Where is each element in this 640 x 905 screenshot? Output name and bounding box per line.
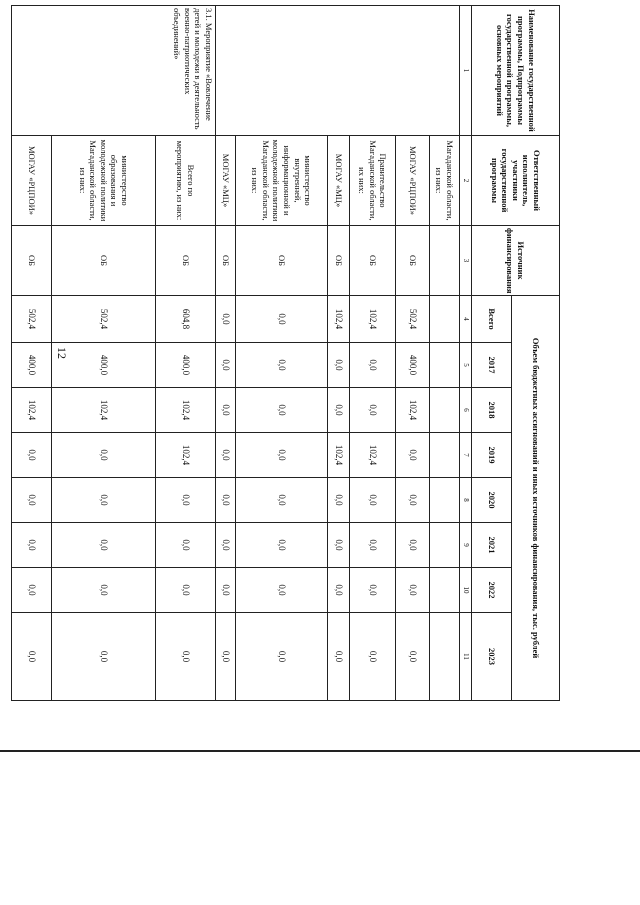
column-number: 7 [460, 433, 472, 478]
value-cell: 0,0 [350, 523, 396, 568]
value-cell: 0,0 [328, 388, 350, 433]
value-cell [430, 478, 460, 523]
financing-table [11, 5, 560, 701]
value-cell: 400,0 [396, 343, 430, 388]
value-cell: 0,0 [52, 523, 156, 568]
page-number: 12 [55, 347, 69, 359]
value-cell: 0,0 [236, 523, 328, 568]
value-cell: 400,0 [156, 343, 216, 388]
value-cell: 0,0 [236, 613, 328, 701]
value-cell: 102,4 [350, 433, 396, 478]
column-number: 4 [460, 296, 472, 343]
value-cell: 102,4 [52, 388, 156, 433]
header-total: Всего [472, 296, 512, 343]
executor-cell: МОГАУ «РЦПОИ» [396, 136, 430, 226]
executor-cell: МОГАУ «МЦ» [216, 136, 236, 226]
value-cell [430, 296, 460, 343]
value-cell: 0,0 [156, 523, 216, 568]
value-cell: 0,0 [12, 478, 52, 523]
column-number: 8 [460, 478, 472, 523]
value-cell [430, 388, 460, 433]
value-cell: 0,0 [328, 343, 350, 388]
executor-cell: министерство образования и молодежной политики Магаданской области, из них: [52, 136, 156, 226]
source-cell: ОБ [396, 226, 430, 296]
value-cell: 400,0 [12, 343, 52, 388]
value-cell: 0,0 [12, 613, 52, 701]
value-cell: 0,0 [328, 478, 350, 523]
value-cell: 0,0 [52, 568, 156, 613]
value-cell: 0,0 [216, 343, 236, 388]
column-number: 11 [460, 613, 472, 701]
value-cell: 0,0 [52, 613, 156, 701]
value-cell: 102,4 [350, 296, 396, 343]
column-number: 2 [460, 136, 472, 226]
value-cell: 0,0 [328, 568, 350, 613]
value-cell: 0,0 [396, 523, 430, 568]
value-cell: 102,4 [156, 433, 216, 478]
header-year: 2021 [472, 523, 512, 568]
value-cell: 0,0 [216, 568, 236, 613]
executor-cell: МОГАУ «РЦПОИ» [12, 136, 52, 226]
value-cell: 604,8 [156, 296, 216, 343]
value-cell: 0,0 [12, 433, 52, 478]
column-number: 9 [460, 523, 472, 568]
source-cell: ОБ [216, 226, 236, 296]
value-cell: 0,0 [396, 568, 430, 613]
program-cell [216, 6, 460, 136]
column-number: 10 [460, 568, 472, 613]
value-cell: 0,0 [156, 478, 216, 523]
header-source: Источник финансирования [472, 226, 560, 296]
value-cell: 0,0 [350, 478, 396, 523]
value-cell: 0,0 [216, 433, 236, 478]
value-cell: 0,0 [328, 613, 350, 701]
value-cell: 0,0 [156, 568, 216, 613]
value-cell: 0,0 [236, 343, 328, 388]
value-cell: 0,0 [350, 613, 396, 701]
source-cell: ОБ [12, 226, 52, 296]
header-year: 2020 [472, 478, 512, 523]
value-cell: 400,0 [52, 343, 156, 388]
value-cell [430, 613, 460, 701]
table-row [430, 6, 460, 701]
source-cell: ОБ [328, 226, 350, 296]
table-row [156, 6, 216, 701]
source-cell: ОБ [350, 226, 396, 296]
value-cell [430, 568, 460, 613]
source-cell: ОБ [156, 226, 216, 296]
value-cell: 502,4 [396, 296, 430, 343]
value-cell: 502,4 [12, 296, 52, 343]
source-cell: ОБ [52, 226, 156, 296]
value-cell: 0,0 [216, 478, 236, 523]
value-cell: 0,0 [328, 523, 350, 568]
value-cell: 102,4 [12, 388, 52, 433]
value-cell: 0,0 [52, 433, 156, 478]
header-year: 2018 [472, 388, 512, 433]
header-year: 2017 [472, 343, 512, 388]
executor-cell: Правительство Магаданской области, их них: [350, 136, 396, 226]
value-cell: 0,0 [52, 478, 156, 523]
value-cell: 0,0 [350, 343, 396, 388]
value-cell: 0,0 [236, 478, 328, 523]
header-year: 2023 [472, 613, 512, 701]
value-cell: 0,0 [396, 613, 430, 701]
executor-cell: министерство внутренней, информационной и молодежной политики Магаданской области, из них: [236, 136, 328, 226]
value-cell: 0,0 [396, 478, 430, 523]
column-number: 3 [460, 226, 472, 296]
header-year: 2019 [472, 433, 512, 478]
value-cell: 0,0 [236, 568, 328, 613]
header-executor: Ответственный исполнитель, участники государственной программы [472, 136, 560, 226]
executor-cell: Магаданской области, из них: [430, 136, 460, 226]
executor-cell: МОГАУ «МЦ» [328, 136, 350, 226]
rotated-page [26, 5, 560, 700]
column-number: 1 [460, 6, 472, 136]
source-cell: ОБ [236, 226, 328, 296]
program-cell: 3.1. Мероприятие «Вовлечение детей и молодежи в деятельность военно-патриотических объединений» [12, 6, 216, 136]
value-cell: 0,0 [236, 433, 328, 478]
value-cell: 0,0 [236, 388, 328, 433]
value-cell: 0,0 [216, 523, 236, 568]
value-cell: 0,0 [12, 523, 52, 568]
value-cell: 0,0 [236, 296, 328, 343]
value-cell: 0,0 [216, 388, 236, 433]
value-cell: 0,0 [350, 388, 396, 433]
value-cell: 502,4 [52, 296, 156, 343]
header-program: Наименование государственной программы, Подпрограммы государственной программы, основных мероприятий [472, 6, 560, 136]
value-cell: 102,4 [396, 388, 430, 433]
value-cell [430, 433, 460, 478]
value-cell: 0,0 [216, 613, 236, 701]
value-cell: 0,0 [156, 613, 216, 701]
value-cell: 102,4 [328, 296, 350, 343]
source-cell [430, 226, 460, 296]
value-cell: 0,0 [216, 296, 236, 343]
horizontal-rule [0, 750, 640, 752]
value-cell [430, 523, 460, 568]
value-cell: 0,0 [350, 568, 396, 613]
column-number: 5 [460, 343, 472, 388]
table-wrapper [26, 5, 560, 700]
value-cell: 0,0 [12, 568, 52, 613]
value-cell: 102,4 [156, 388, 216, 433]
column-number: 6 [460, 388, 472, 433]
value-cell [430, 343, 460, 388]
value-cell: 0,0 [396, 433, 430, 478]
header-funding-group: Объем бюджетных ассигнований и иных источников финансирования, тыс. рублей [512, 296, 560, 701]
header-year: 2022 [472, 568, 512, 613]
executor-cell: Всего по мероприятию, из них: [156, 136, 216, 226]
value-cell: 102,4 [328, 433, 350, 478]
